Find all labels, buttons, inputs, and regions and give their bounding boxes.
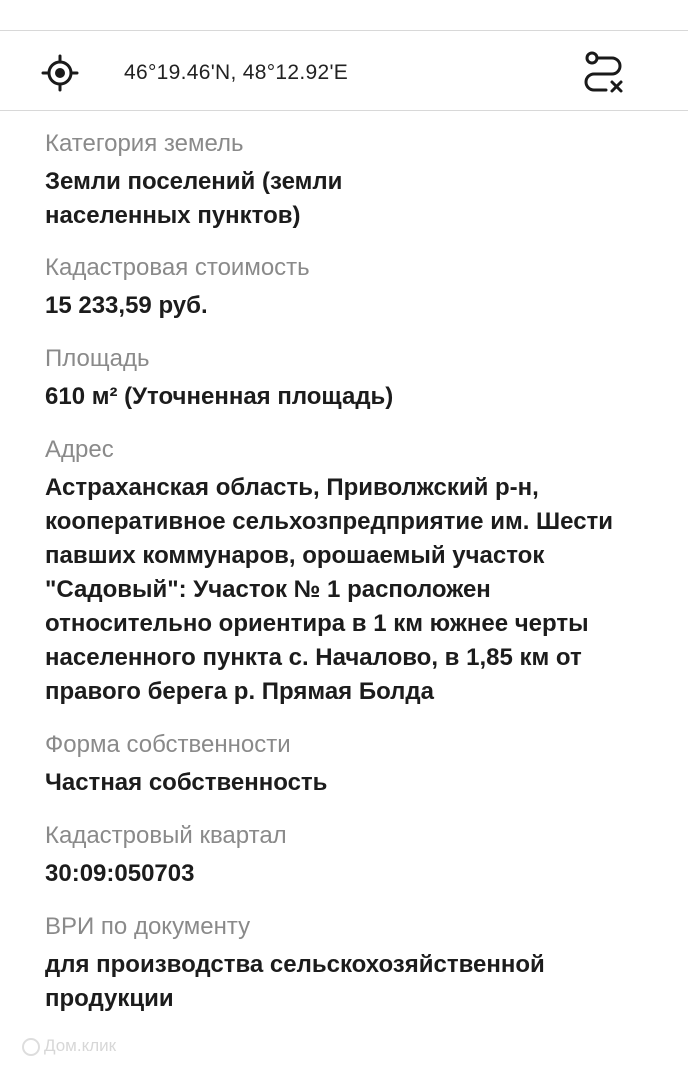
field-label: Кадастровая стоимость xyxy=(45,254,310,281)
field-value: 610 м² (Уточненная площадь) xyxy=(45,383,394,410)
field-ownership xyxy=(45,729,665,800)
field-label: Площадь xyxy=(45,345,150,372)
coordinates-text: 46°19.46'N, 48°12.92'E xyxy=(124,61,349,84)
field-label: Кадастровый квартал xyxy=(45,822,287,849)
coordinates-bar xyxy=(0,31,688,111)
field-value: Астраханская область, Приволжский р-н, кооперативное сельхозпредприятие им. Шести павших коммунаров, орошаемый участок "Садовый": Участок № 1 расположен относительно ориентира в 1 км южнее черты населенного пункта с. Началово, в 1,85 км от правого берега р. Прямая Болда xyxy=(45,474,614,705)
field-cadastral-quarter xyxy=(45,820,665,891)
field-label: Категория земель xyxy=(45,130,244,157)
field-label: ВРИ по документу xyxy=(45,913,251,940)
field-area xyxy=(45,343,665,414)
parcel-info-list xyxy=(45,128,665,1016)
field-value: 30:09:050703 xyxy=(45,860,195,887)
field-label: Форма собственности xyxy=(45,731,291,758)
field-value: 15 233,59 руб. xyxy=(45,292,208,319)
field-value: для производства сельскохозяйственной продукции xyxy=(45,951,545,1012)
crosshair-icon[interactable] xyxy=(40,53,80,93)
field-value: Частная собственность xyxy=(45,769,328,796)
field-permitted-use xyxy=(45,911,665,1016)
watermark xyxy=(22,1036,116,1056)
watermark-logo-icon xyxy=(22,1038,40,1056)
field-label: Адрес xyxy=(45,436,114,463)
field-cadastral-value xyxy=(45,252,665,323)
field-land-category xyxy=(45,128,665,233)
field-value: Земли поселений (земли населенных пунктов) xyxy=(45,168,343,229)
field-address xyxy=(45,434,665,709)
watermark-text: Дом.клик xyxy=(44,1036,117,1055)
route-clear-icon[interactable] xyxy=(580,50,626,96)
